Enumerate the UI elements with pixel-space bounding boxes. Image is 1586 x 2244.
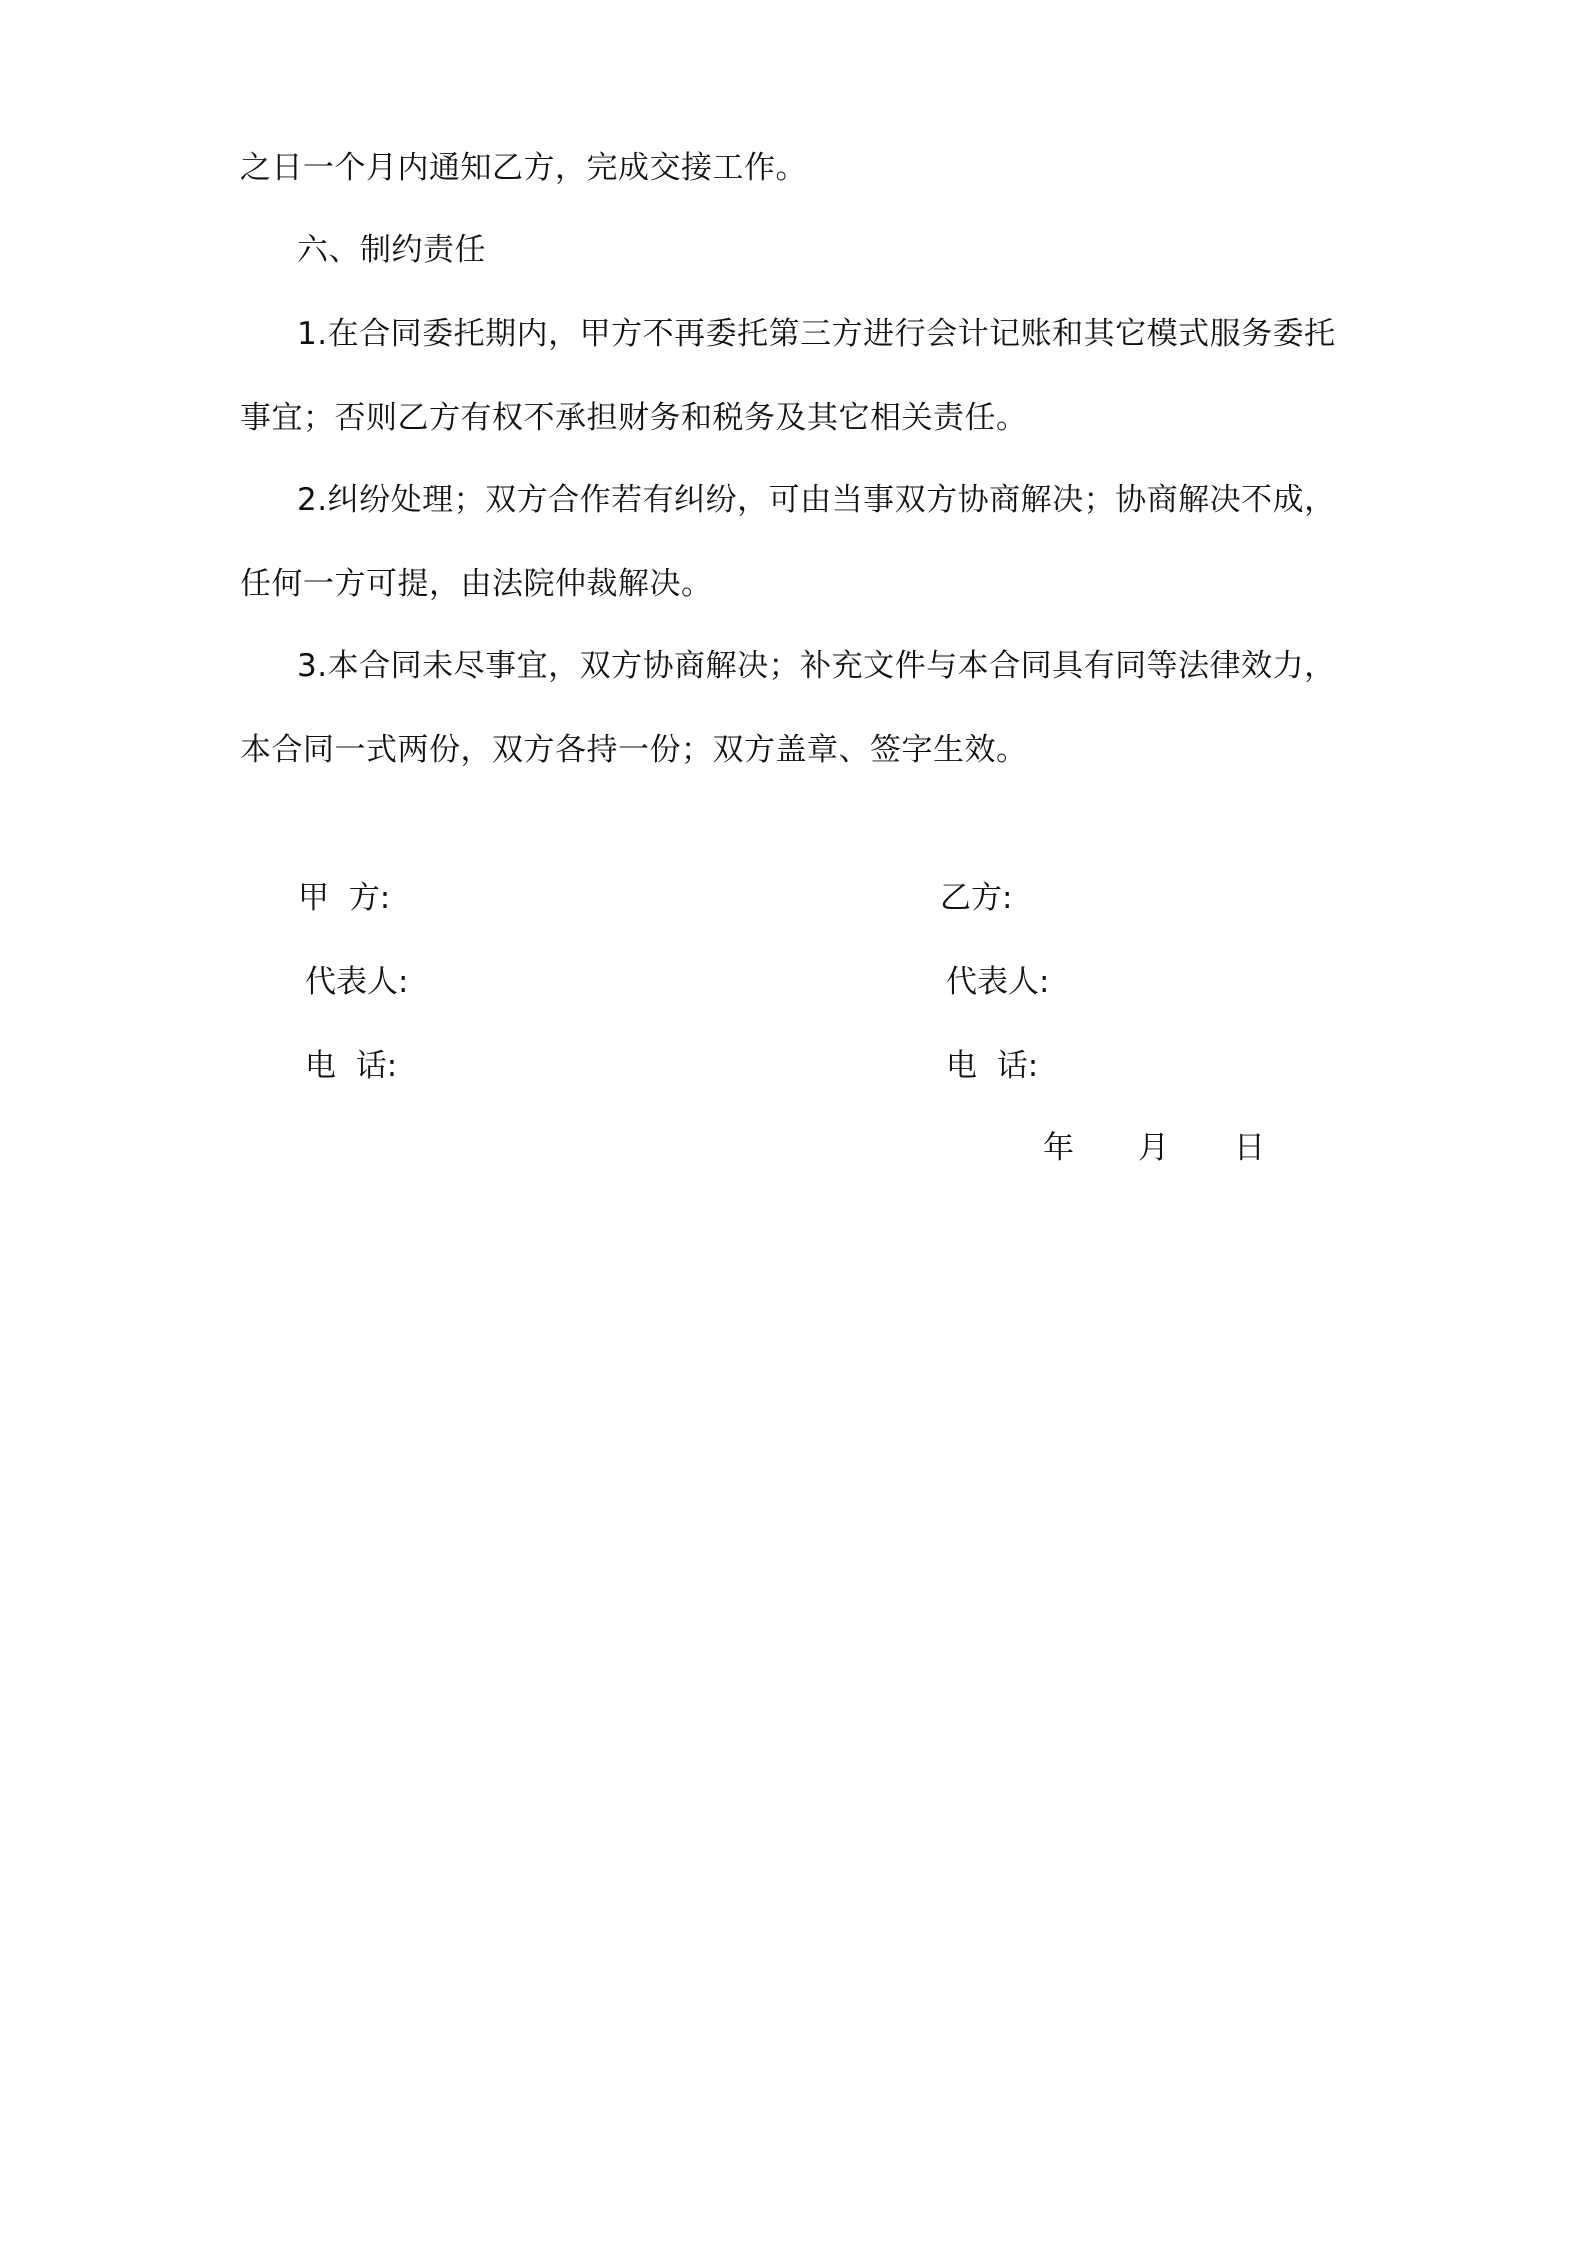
party-b-label: 乙方: bbox=[940, 880, 1013, 916]
date-year: 年 bbox=[1043, 1130, 1074, 1166]
date-month: 月 bbox=[1138, 1130, 1169, 1166]
representative-b-label: 代表人: bbox=[946, 964, 1050, 1000]
body-line-4: 事宜；否则乙方有权不承担财务和税务及其它相关责任。 bbox=[240, 400, 1028, 436]
body-line-5: 2.纠纷处理；双方合作若有纠纷，可由当事双方协商解决；协商解决不成， bbox=[297, 482, 1336, 518]
body-line-6: 任何一方可提，由法院仲裁解决。 bbox=[240, 566, 713, 602]
body-line-7: 3.本合同未尽事宜，双方协商解决；补充文件与本合同具有同等法律效力， bbox=[297, 648, 1336, 684]
representative-a-label: 代表人: bbox=[305, 964, 409, 1000]
section-heading: 六、制约责任 bbox=[297, 232, 486, 268]
date-day: 日 bbox=[1234, 1130, 1265, 1166]
body-line-8: 本合同一式两份，双方各持一份；双方盖章、签字生效。 bbox=[240, 732, 1028, 768]
party-a-label: 甲 方: bbox=[298, 880, 391, 916]
body-line-1: 之日一个月内通知乙方，完成交接工作。 bbox=[240, 150, 807, 186]
phone-a-label: 电 话: bbox=[305, 1048, 398, 1084]
body-line-3: 1.在合同委托期内，甲方不再委托第三方进行会计记账和其它模式服务委托 bbox=[297, 316, 1336, 352]
phone-b-label: 电 话: bbox=[946, 1048, 1039, 1084]
